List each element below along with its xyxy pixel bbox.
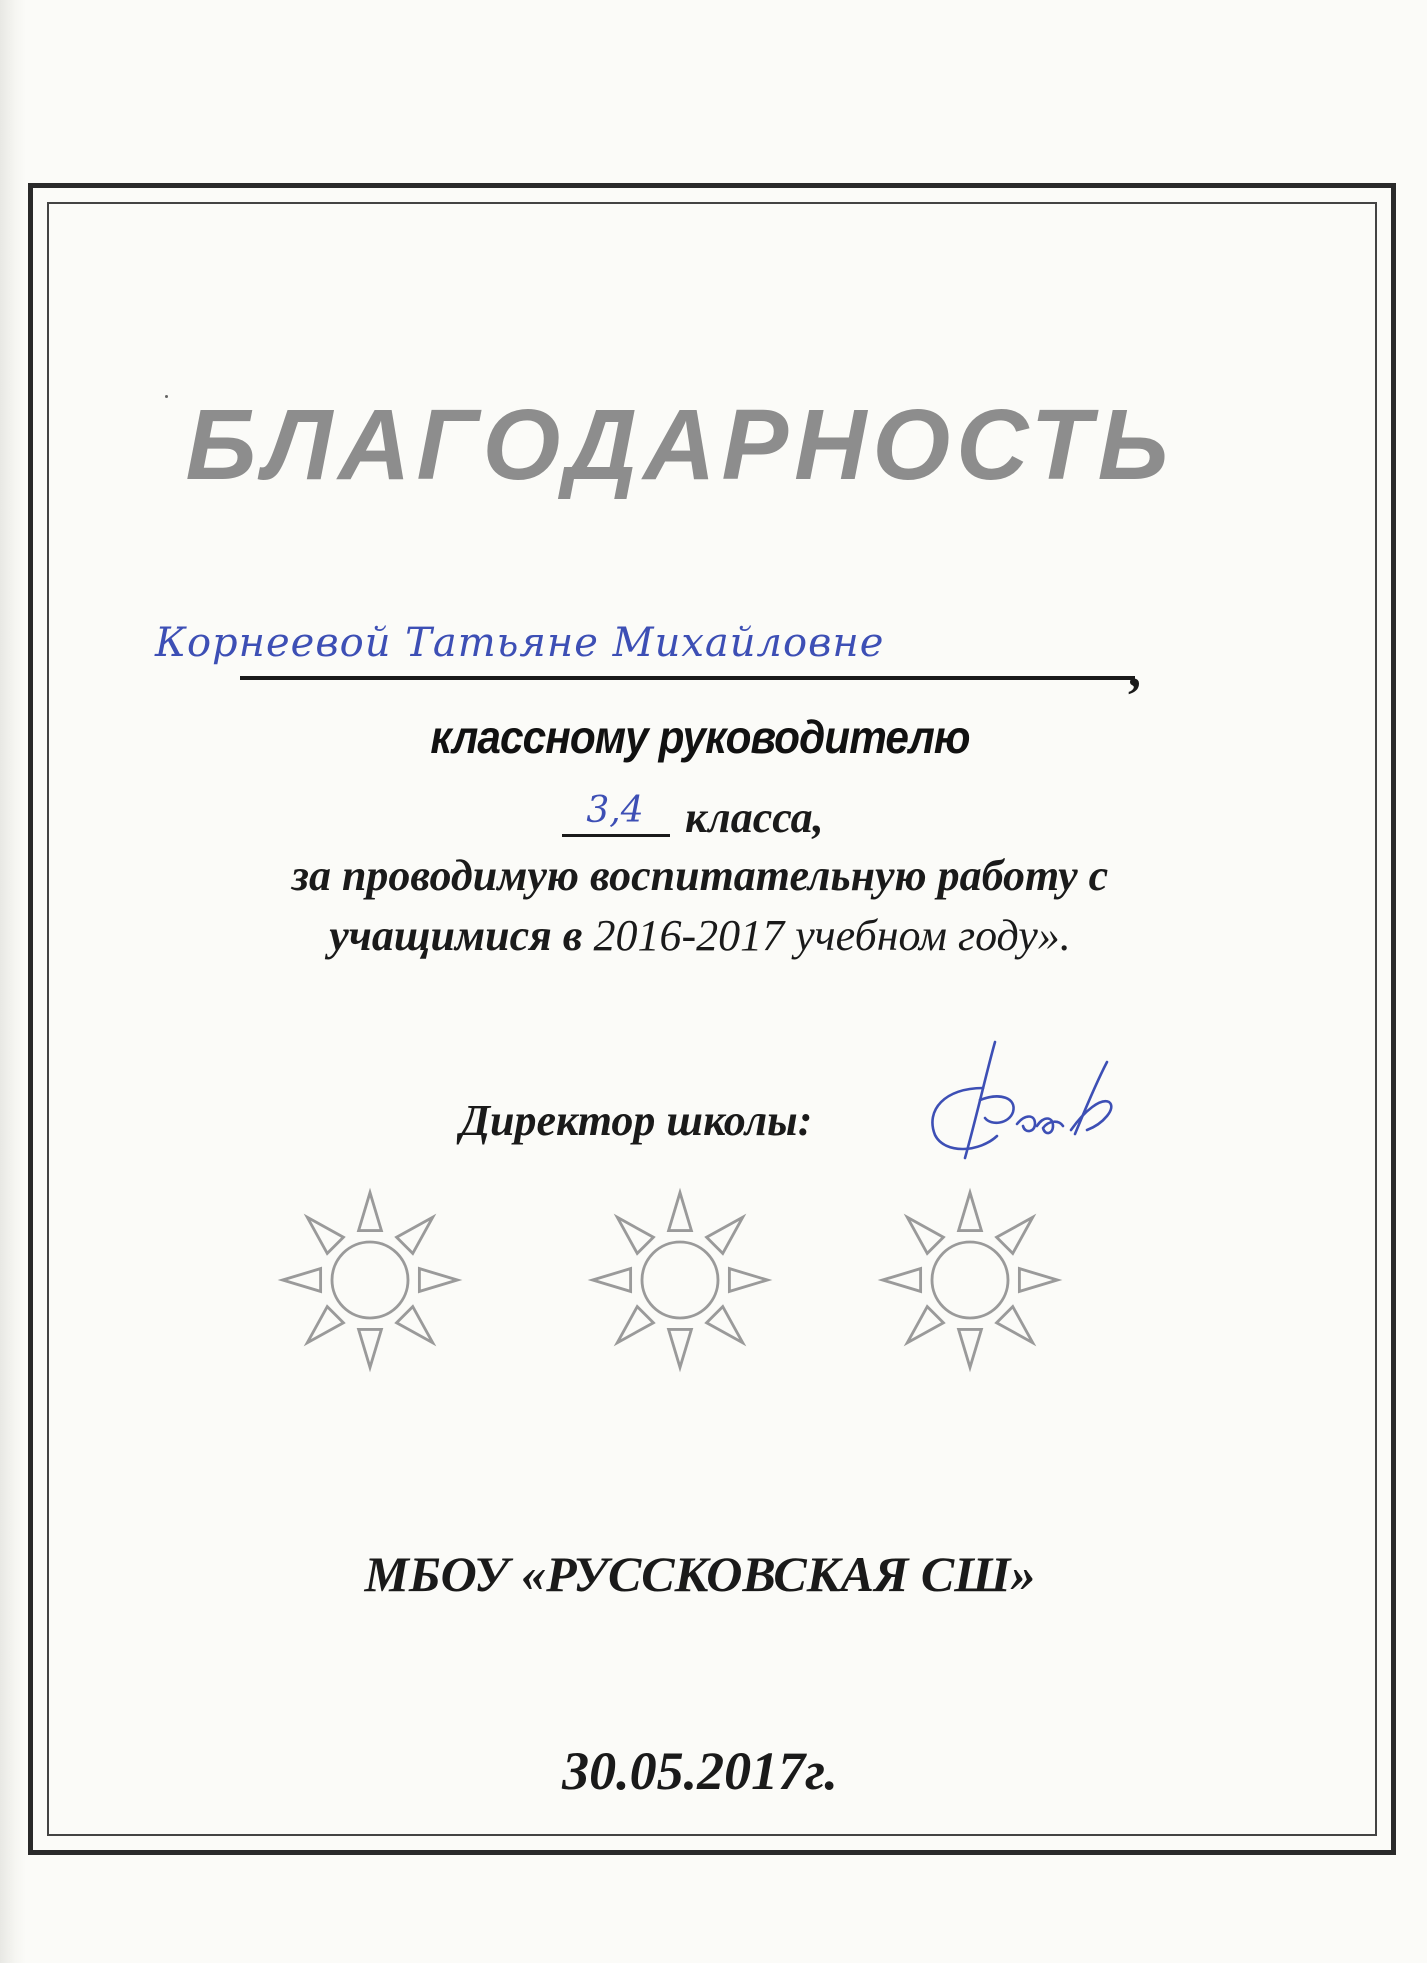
reason-line-2-end: 2016-2017 учебном году». <box>593 911 1071 960</box>
certificate-date: 30.05.2017г. <box>562 1741 838 1801</box>
director-signature <box>925 1040 1140 1170</box>
class-number-underline <box>562 834 670 837</box>
reason-line-1: за проводимую воспитательную работу с <box>291 851 1109 900</box>
recipient-name-handwritten: Корнеевой Татьяне Михайловне <box>155 620 885 666</box>
recipient-comma: , <box>1128 641 1141 698</box>
sun-ornament-icon <box>275 1185 465 1375</box>
reason-line-2 <box>150 910 1250 961</box>
recipient-name-underline <box>240 676 1135 680</box>
class-number-handwritten: 3,4 <box>586 790 644 831</box>
recipient-role: классному руководителю <box>430 711 970 763</box>
director-label: Директор школы: <box>460 1096 813 1145</box>
class-word: класса, <box>685 793 824 842</box>
sun-ornament-icon <box>875 1185 1065 1375</box>
sun-ornament-icon <box>585 1185 775 1375</box>
reason-line-2-start: учащимися в <box>329 911 583 960</box>
school-name: МБОУ «РУССКОВСКАЯ СШ» <box>364 1546 1036 1602</box>
scan-edge-shadow <box>0 0 26 1963</box>
certificate-title: БЛАГОДАРНОСТЬ <box>185 389 1175 501</box>
